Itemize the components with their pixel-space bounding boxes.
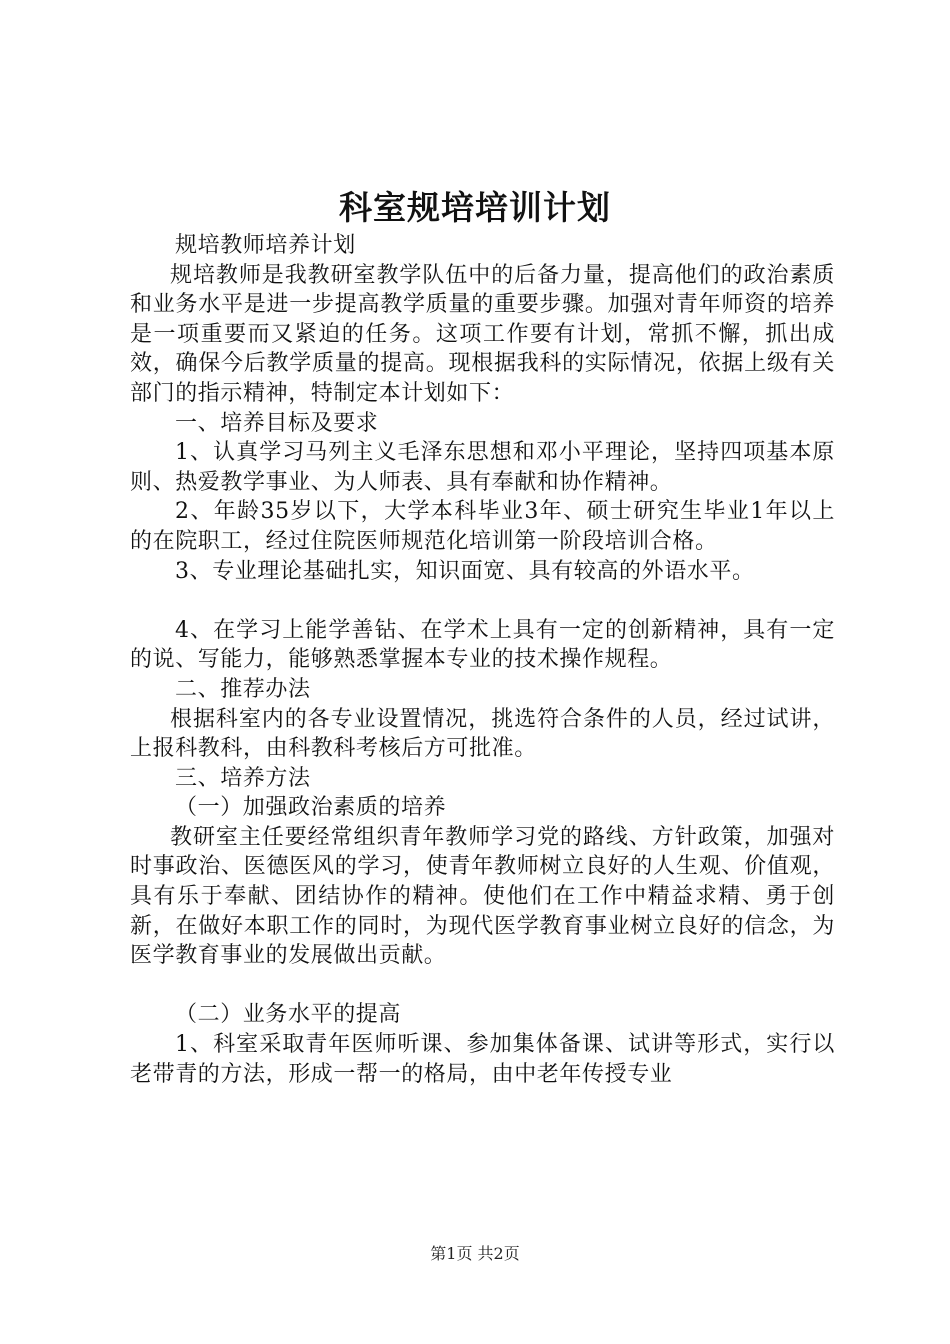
- goal-item-1: 1、认真学习马列主义毛泽东思想和邓小平理论，坚持四项基本原则、热爱教学事业、为人师表、具有奉献和协作精神。: [130, 440, 835, 495]
- page-number: 第1页 共2页: [430, 1244, 520, 1263]
- goal-item-4: 4、在学习上能学善钻、在学术上具有一定的创新精神，具有一定的说、写能力，能够熟悉掌握本专业的技术操作规程。: [130, 617, 835, 673]
- subsection-heading-political: （一）加强政治素质的培养: [175, 795, 447, 821]
- goal-item-3: 3、专业理论基础扎实，知识面宽、具有较高的外语水平。: [175, 558, 755, 584]
- recommend-paragraph: 根据科室内的各专业设置情况，挑选符合条件的人员，经过试讲，上报科教科，由科教科考核后方可批准。: [130, 706, 835, 762]
- intro-paragraph: 规培教师是我教研室教学队伍中的后备力量，提高他们的政治素质和业务水平是进一步提高教学质量的重要步骤。加强对青年师资的培养是一项重要而又紧迫的任务。这项工作要有计划，常抓不懈，抓出成效，确保今后教学质量的提高。现根据我科的实际情况，依据上级有关部门的指示精神，特制定本计划如下：: [130, 262, 835, 406]
- section-heading-methods: 三、培养方法: [175, 765, 311, 791]
- section-heading-recommend: 二、推荐办法: [175, 676, 311, 702]
- page-footer: [0, 1243, 950, 1265]
- goal-item-2: 2、年龄35岁以下，大学本科毕业3年、硕士研究生毕业1年以上的在院职工，经过住院医师规范化培训第一阶段培训合格。: [130, 499, 835, 554]
- blank-line: [130, 971, 835, 1001]
- professional-item-1: 1、科室采取青年医师听课、参加集体备课、试讲等形式，实行以老带青的方法，形成一帮一的格局，由中老年传授专业: [130, 1032, 835, 1087]
- section-heading-goals: 一、培养目标及要求: [175, 410, 379, 436]
- document-title: 科室规培培训计划: [339, 188, 611, 227]
- plan-subtitle: 规培教师培养计划: [175, 233, 356, 258]
- subsection-heading-professional: （二）业务水平的提高: [175, 1002, 402, 1028]
- political-paragraph: 教研室主任要经常组织青年教师学习党的路线、方针政策，加强对时事政治、医德医风的学习，使青年教师树立良好的人生观、价值观，具有乐于奉献、团结协作的精神。使他们在工作中精益求精、勇于创新，在做好本职工作的同时，为现代医学教育事业树立良好的信念，为医学教育事业的发展做出贡献。: [130, 824, 835, 969]
- blank-line: [130, 586, 835, 616]
- document-body: [130, 231, 835, 1089]
